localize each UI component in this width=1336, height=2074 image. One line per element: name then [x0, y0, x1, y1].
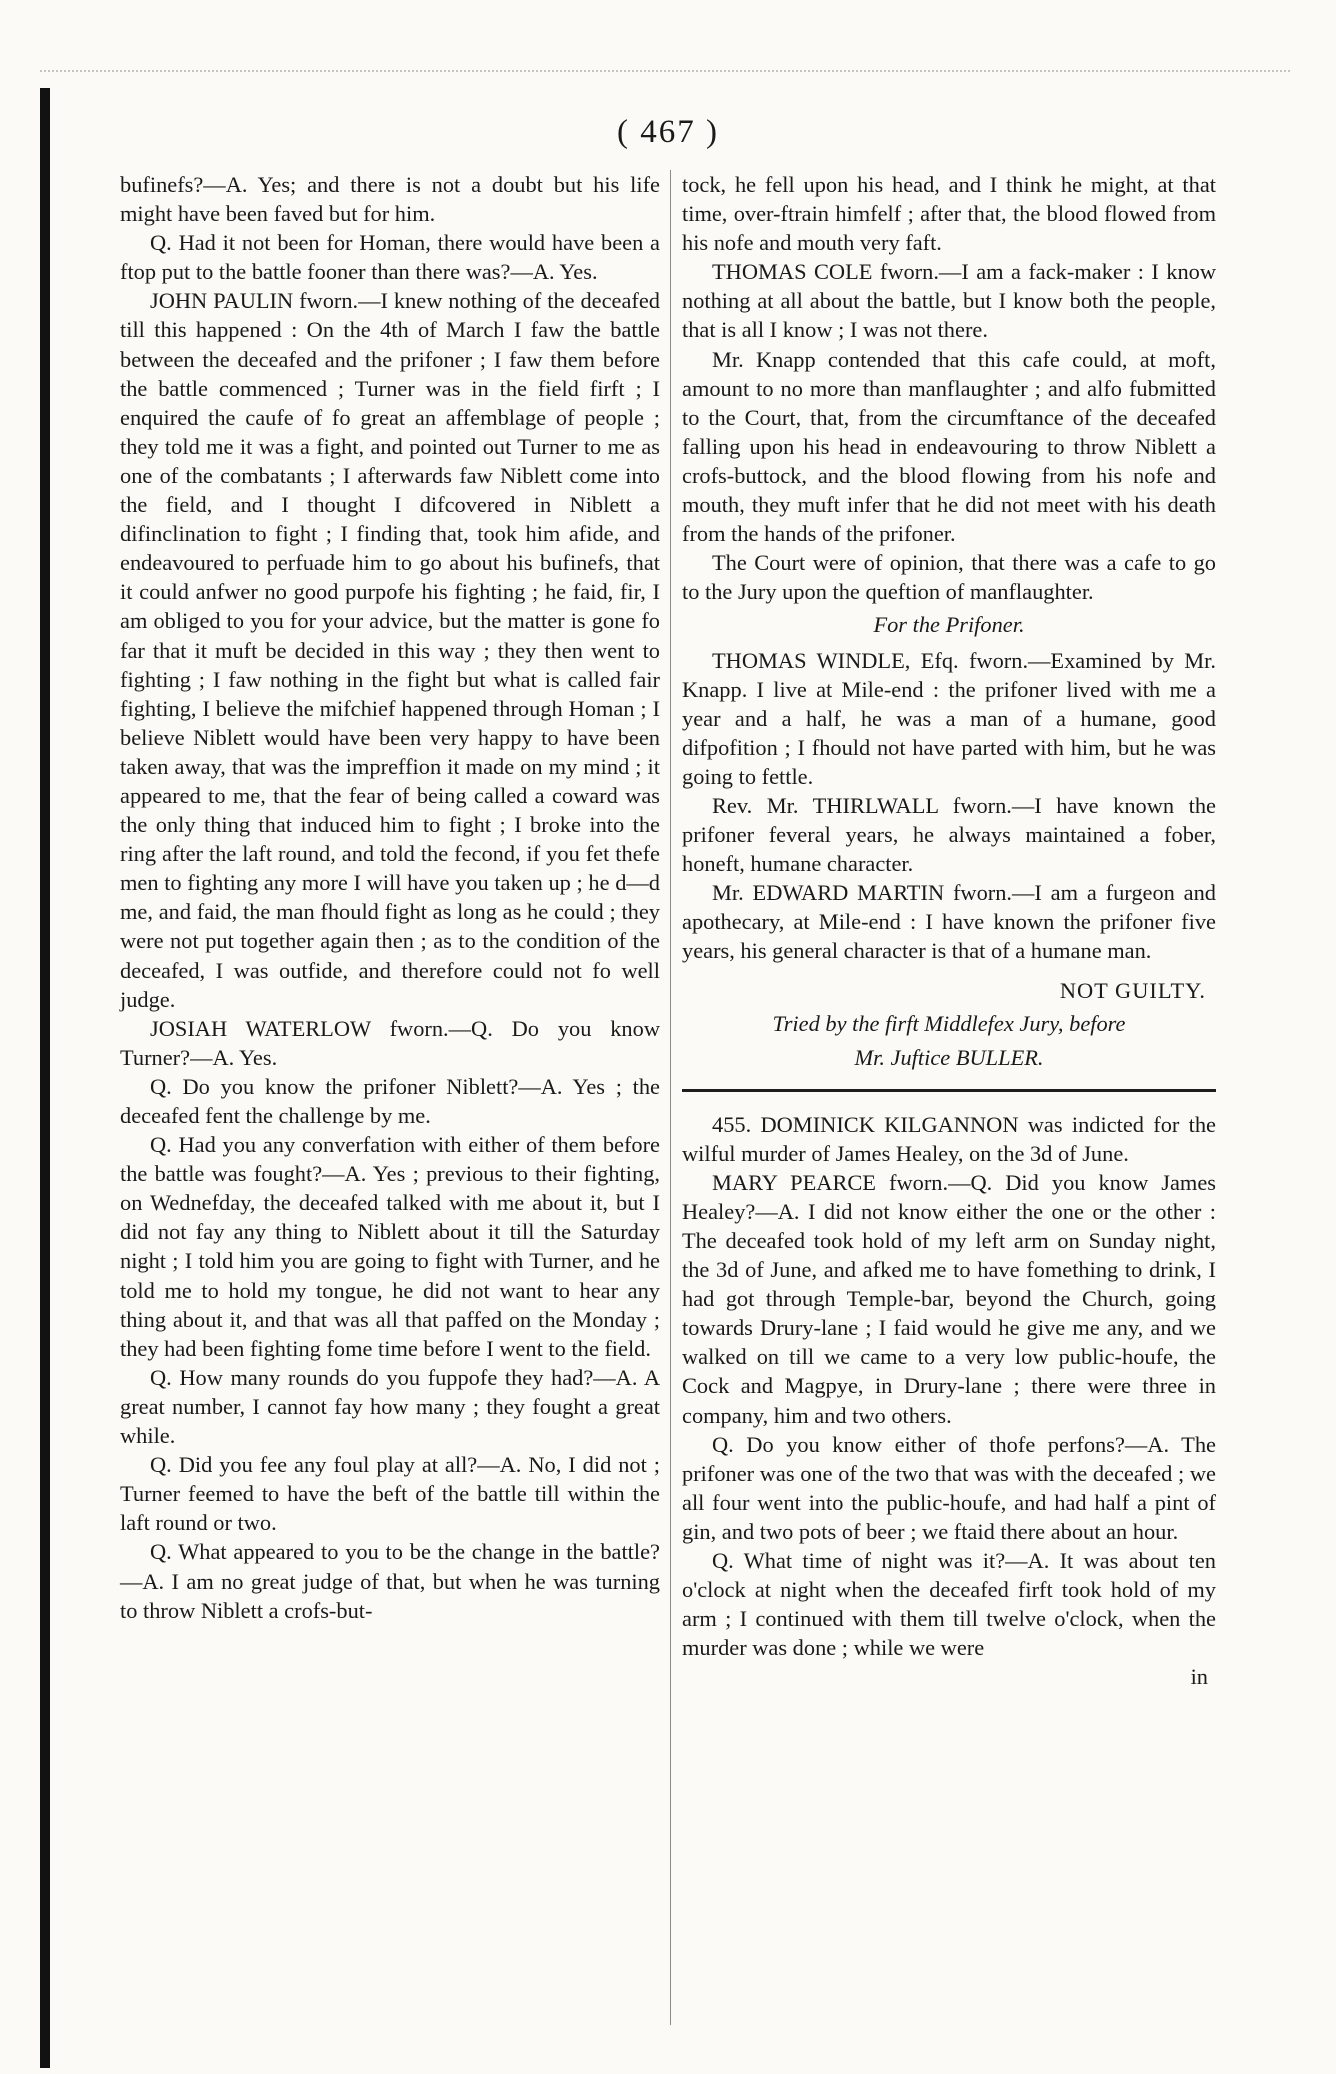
verdict: NOT GUILTY.: [1059, 977, 1206, 1003]
column-divider: [670, 170, 671, 2025]
paragraph: The Court were of opinion, that there was a cafe to go to the Jury upon the queftion of manflaughter.: [682, 550, 1216, 605]
paragraph: Mr. EDWARD MARTIN fworn.—I am a furgeon and apothecary, at Mile-end : I have known the prifoner five years, his general character is that of a humane man.: [682, 880, 1216, 964]
paragraph: tock, he fell upon his head, and I think he might, at that time, over-ftrain himfelf ; after that, the blood flowed from his nofe and mouth very faft.: [682, 172, 1216, 256]
tried-line: Tried by the firft Middlefex Jury, before: [772, 1010, 1126, 1036]
paragraph: THOMAS WINDLE, Efq. fworn.—Examined by Mr. Knapp. I live at Mile-end : the prifoner lived with me a year and a half, he was a man of a humane, good difpofition ; I fhould not have parted with him, but he was going to fettle.: [682, 647, 1216, 789]
scan-top-noise: [40, 70, 1290, 78]
section-rule: [682, 1089, 1216, 1092]
scan-edge-shadow: [40, 88, 50, 2068]
paragraph: 455. DOMINICK KILGANNON was indicted for the wilful murder of James Healey, on the 3d of June.: [682, 1111, 1216, 1166]
paragraph: Q. Did you fee any foul play at all?—A. No, I did not ; Turner feemed to have the beft of the battle till within the laft round or two.: [120, 1452, 660, 1536]
catchword: in: [1190, 1664, 1208, 1690]
paragraph: Mr. Knapp contended that this cafe could, at moft, amount to no more than manflaughter ; and alfo fubmitted to the Court, that, from the circumftance of the deceafed falling upon his head in endeavouring to throw Niblett a crofs-buttock, and the blood flowing from his nofe and mouth, they muft infer that he did not meet with his death from the hands of the prifoner.: [682, 346, 1216, 547]
paragraph: Q. Had you any converfation with either of them before the battle was fought?—A. Yes ; previous to their fighting, on Wednefday, the deceafed talked with me about it, but I did not fay any thing to Niblett about it till the Saturday night ; I told him you are going to fight with Turner, and he told me to hold my tongue, he did not want to hear any thing about it, and that was all that paffed on the Monday ; they had been fighting fome time before I went to the field.: [120, 1132, 660, 1361]
paragraph: JOSIAH WATERLOW fworn.—Q. Do you know Turner?—A. Yes.: [120, 1015, 660, 1070]
paragraph: bufinefs?—A. Yes; and there is not a doubt but his life might have been faved but for him.: [120, 172, 660, 227]
paragraph: Q. What time of night was it?—A. It was about ten o'clock at night when the deceafed firft took hold of my arm ; I continued with them till twelve o'clock, when the murder was done ; while we were: [682, 1548, 1216, 1661]
page-number: ( 467 ): [617, 114, 719, 150]
paragraph: Q. Do you know either of thofe perfons?—A. The prifoner was one of the two that was with the deceafed ; we all four went into the public-houfe, and had half a pint of gin, and two pots of beer ; we ftaid there about an hour.: [682, 1431, 1216, 1544]
paragraph: Q. Had it not been for Homan, there would have been a ftop put to the battle fooner than there was?—A. Yes.: [120, 230, 660, 285]
paragraph: Q. What appeared to you to be the change in the battle?—A. I am no great judge of that, but when he was turning to throw Niblett a crofs-but-: [120, 1539, 660, 1623]
paragraph: JOHN PAULIN fworn.—I knew nothing of the deceafed till this happened : On the 4th of March I faw the battle between the deceafed and the prifoner ; I faw them before the battle commenced ; Turner was in the field firft ; I enquired the caufe of fo great an affemblage of people ; they told me it was a fight, and pointed out Turner to me as one of the combatants ; I afterwards faw Niblett come into the field, and I thought I difcovered in Niblett a difinclination to fight ; I finding that, took him afide, and endeavoured to perfuade him to go about his bufinefs, that it could anfwer no good purpofe his fighting ; he faid, fir, I am obliged to you for your advice, but the matter is gone fo far that it muft be decided in this way ; they then went to fighting ; I faw nothing in the fight but what is called fair fighting, I believe the mifchief happened through Homan ; I believe Niblett would have been very happy to have been taken away, that was the impreffion it made on my mind ; it appeared to me, that the fear of being called a coward was the only thing that induced him to fight ; I broke into the ring after the laft round, and told the fecond, if you fet thefe men to fighting any more I will have you taken up ; he d—d me, and faid, the man fhould fight as long as he could ; they were not put together again then ; as to the condition of the deceafed, I was outfide, and therefore could not fo well judge.: [120, 288, 660, 1012]
judge-line: Mr. Juftice BULLER.: [854, 1044, 1044, 1070]
left-column: [120, 170, 660, 1625]
paragraph: THOMAS COLE fworn.—I am a fack-maker : I know nothing at all about the battle, but I know both the people, that is all I know ; I was not there.: [682, 259, 1216, 343]
for-prisoner-heading: For the Prifoner.: [873, 612, 1025, 638]
paragraph: Q. Do you know the prifoner Niblett?—A. Yes ; the deceafed fent the challenge by me.: [120, 1073, 660, 1128]
paragraph: Rev. Mr. THIRLWALL fworn.—I have known the prifoner feveral years, he always maintained a fober, honeft, humane character.: [682, 792, 1216, 877]
paragraph: Q. How many rounds do you fuppofe they had?—A. A great number, I cannot fay how many ; they fought a great while.: [120, 1364, 660, 1449]
paragraph: MARY PEARCE fworn.—Q. Did you know James Healey?—A. I did not know either the one or the other : The deceafed took hold of my left arm on Sunday night, the 3d of June, and afked me to have fomething to drink, I had got through Temple-bar, beyond the Church, going towards Drury-lane ; I faid would he give me any, and we walked on till we came to a very low public-houfe, the Cock and Magpye, in Drury-lane ; there were three in company, him and two others.: [682, 1169, 1216, 1428]
right-column: [682, 170, 1216, 1692]
